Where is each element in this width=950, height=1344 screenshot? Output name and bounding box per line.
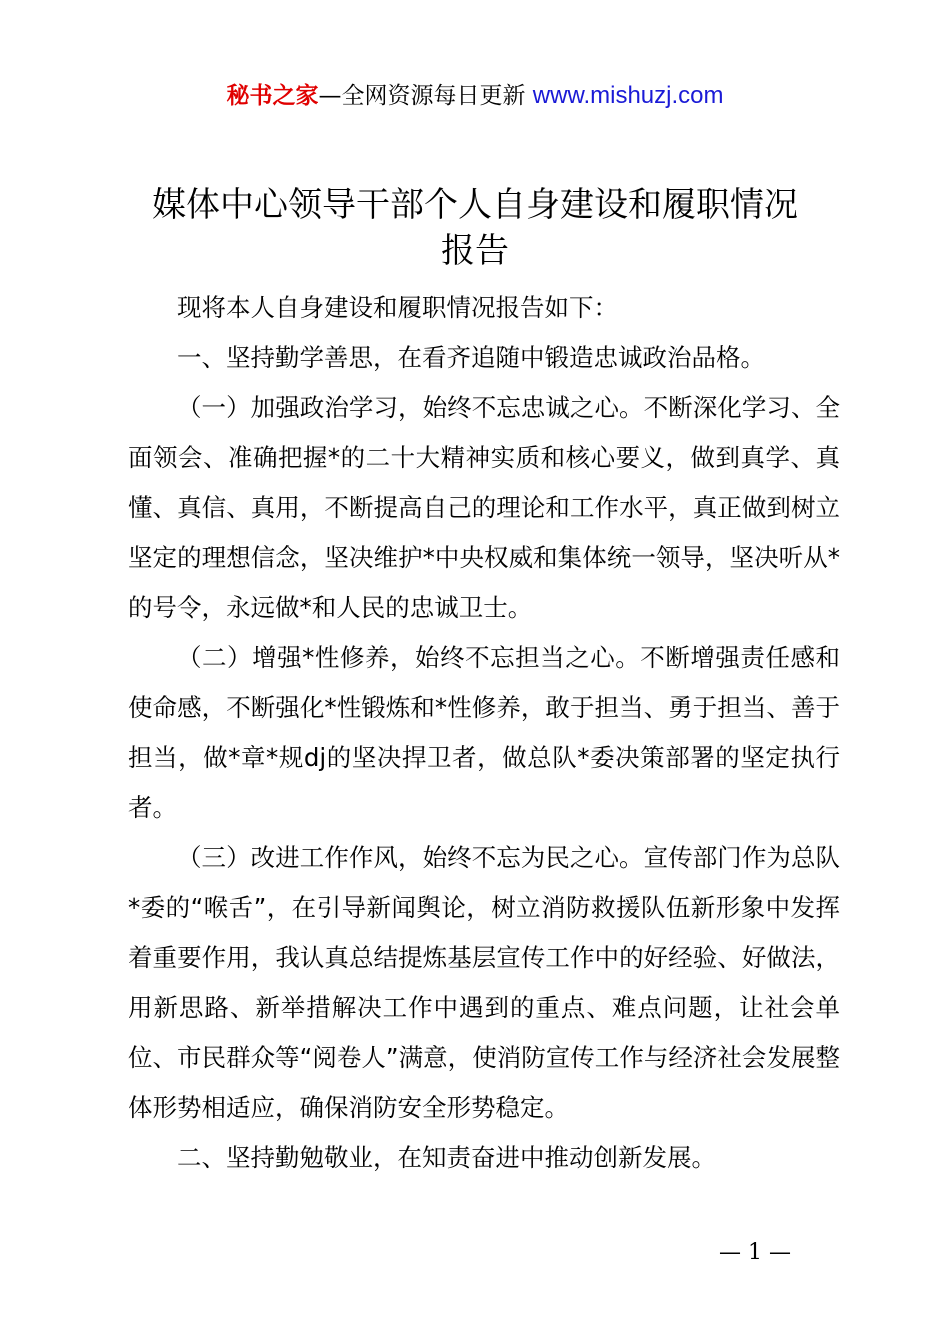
paragraph: （三）改进工作作风，始终不忘为民之心。宣传部门作为总队*委的“喉舌”，在引导新闻舆论，树立消防救援队伍新形象中发挥着重要作用，我认真总结提炼基层宣传工作中的好经验、好做法，用新思路、新举措解决工作中遇到的重点、难点问题，让社会单位、市民群众等“阅卷人”满意，使消防宣传工作与经济社会发展整体形势相适应，确保消防安全形势稳定。 xyxy=(128,843,840,1122)
document-body xyxy=(128,283,840,1183)
website-url[interactable]: www.mishuzj.com xyxy=(532,82,724,109)
section-heading-1: 一、坚持勤学善思，在看齐追随中锻造忠诚政治品格。 xyxy=(177,343,765,372)
page-number: — 1 — xyxy=(719,1240,791,1265)
title-line-2: 报告 xyxy=(441,231,509,271)
title-line-1: 媒体中心领导干部个人自身建设和履职情况 xyxy=(152,185,798,225)
document-title xyxy=(100,182,850,274)
paragraph: （二）增强*性修养，始终不忘担当之心。不断增强责任感和使命感，不断强化*性锻炼和*性修养，敢于担当、勇于担当、善于担当，做*章*规dj的坚决捍卫者，做总队*委决策部署的坚定执行者。 xyxy=(128,643,840,822)
site-header xyxy=(0,80,950,112)
section-heading-2: 二、坚持勤勉敬业，在知责奋进中推动创新发展。 xyxy=(177,1143,716,1172)
paragraph-intro: 现将本人自身建设和履职情况报告如下： xyxy=(177,293,618,322)
header-slogan: —全网资源每日更新 xyxy=(318,83,533,109)
brand-name: 秘书之家 xyxy=(226,83,319,109)
paragraph: （一）加强政治学习，始终不忘忠诚之心。不断深化学习、全面领会、准确把握*的二十大精神实质和核心要义，做到真学、真懂、真信、真用，不断提高自己的理论和工作水平，真正做到树立坚定的理想信念，坚决维护*中央权威和集体统一领导，坚决听从*的号令，永远做*和人民的忠诚卫士。 xyxy=(128,393,840,622)
